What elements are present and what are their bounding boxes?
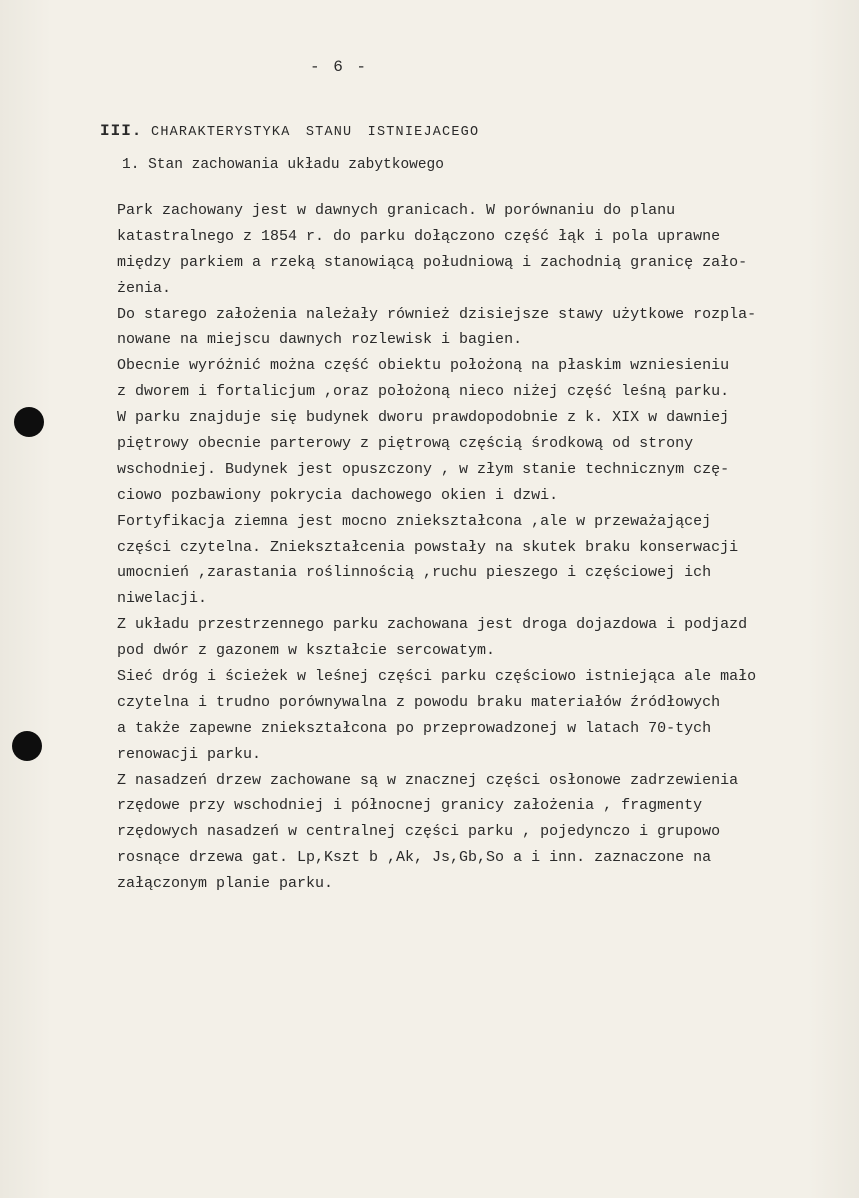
text-line: katastralnego z 1854 r. do parku dołączono część łąk i pola uprawne — [117, 227, 721, 245]
text-line: rosnące drzewa gat. Lp,Kszt b ,Ak, Js,Gb,So a i inn. zaznaczone na — [117, 849, 712, 867]
body-text — [117, 198, 859, 897]
text-line: Sieć dróg i ścieżek w leśnej części parku częściowo istniejąca ale mało — [117, 668, 757, 686]
section-title: CHARAKTERYSTYKA STANU ISTNIEJACEGO — [151, 125, 480, 140]
text-line: między parkiem a rzeką stanowiącą południową i zachodnią granicę zało- — [117, 253, 748, 271]
text-line: Do starego założenia należały również dzisiejsze stawy użytkowe rozpla- — [117, 305, 757, 323]
text-line: z dworem i fortalicjum ,oraz położoną nieco niżej część leśną parku. — [117, 383, 730, 401]
text-line: niwelacji. — [117, 590, 208, 608]
text-line: ciowo pozbawiony pokrycia dachowego okien i dzwi. — [117, 486, 559, 504]
text-line: Z układu przestrzennego parku zachowana jest droga dojazdowa i podjazd — [117, 616, 748, 634]
text-line: W parku znajduje się budynek dworu prawdopodobnie z k. XIX w dawniej — [117, 409, 730, 427]
punch-hole-lower — [12, 731, 42, 761]
section-roman-numeral: III. — [100, 122, 143, 140]
text-line: czytelna i trudno porównywalna z powodu braku materiałów źródłowych — [117, 693, 721, 711]
text-line: rzędowych nasadzeń w centralnej części parku , pojedynczo i grupowo — [117, 823, 721, 841]
text-line: żenia. — [117, 279, 172, 297]
text-line: nowane na miejscu dawnych rozlewisk i bagien. — [117, 331, 523, 349]
text-line: rzędowe przy wschodniej i północnej granicy założenia , fragmenty — [117, 797, 703, 815]
text-line: umocnień ,zarastania roślinnością ,ruchu pieszego i częściowej ich — [117, 564, 712, 582]
text-line: piętrowy obecnie parterowy z piętrową częścią środkową od strony — [117, 435, 694, 453]
page-number: - 6 - — [310, 58, 369, 76]
text-line: a także zapewne zniekształcona po przeprowadzonej w latach 70-tych — [117, 719, 712, 737]
text-line: wschodniej. Budynek jest opuszczony , w złym stanie technicznym czę- — [117, 460, 730, 478]
text-line: Obecnie wyróżnić można część obiektu położoną na płaskim wzniesieniu — [117, 357, 730, 375]
text-line: części czytelna. Zniekształcenia powstały na skutek braku konserwacji — [117, 538, 739, 556]
text-line: załączonym planie parku. — [117, 875, 334, 893]
subsection-heading: 1. Stan zachowania układu zabytkowego — [122, 157, 444, 173]
punch-hole-upper — [14, 407, 44, 437]
text-line: Z nasadzeń drzew zachowane są w znacznej części osłonowe zadrzewienia — [117, 771, 739, 789]
text-line: Fortyfikacja ziemna jest mocno zniekształcona ,ale w przeważającej — [117, 512, 712, 530]
text-line: Park zachowany jest w dawnych granicach. W porównaniu do planu — [117, 202, 676, 219]
text-line: renowacji parku. — [117, 745, 262, 763]
text-line: pod dwór z gazonem w kształcie sercowatym. — [117, 642, 496, 660]
section-heading — [100, 122, 479, 140]
